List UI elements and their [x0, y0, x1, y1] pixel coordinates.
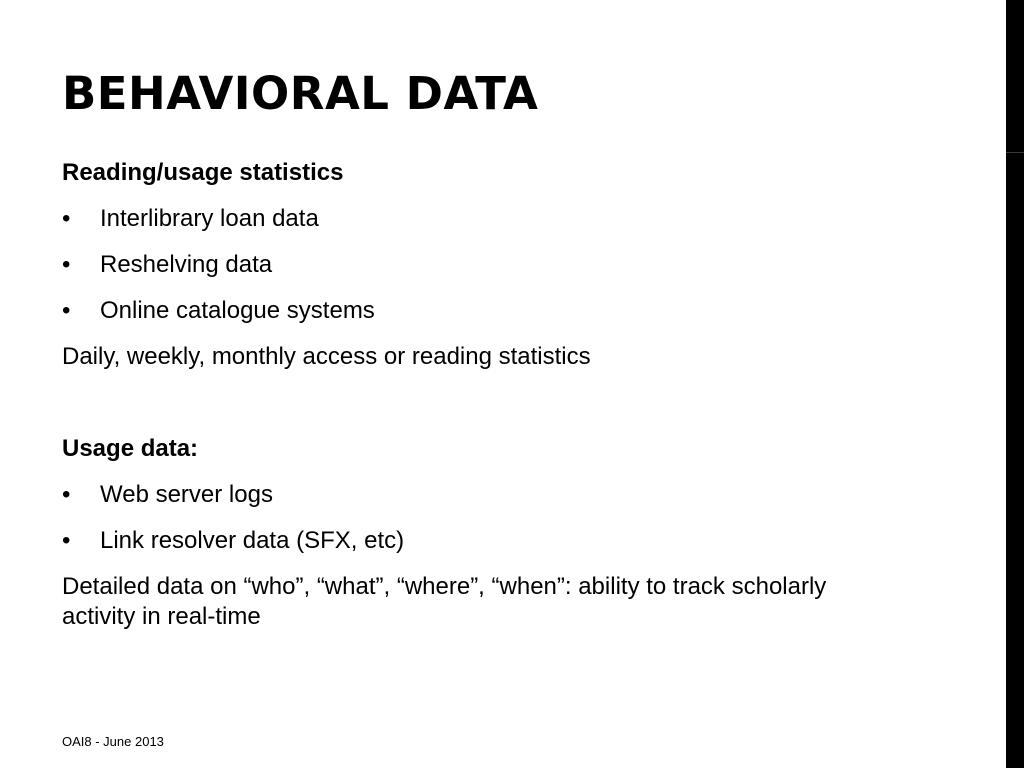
bullet-dot-icon: •	[62, 527, 71, 554]
bullet-item	[62, 296, 962, 342]
right-accent-bar	[1006, 0, 1024, 768]
bullet-dot-icon: •	[62, 251, 71, 278]
bullet-item	[62, 526, 962, 572]
section-note-reading-stats: Daily, weekly, monthly access or reading statistics	[62, 343, 591, 370]
slide-title: BEHAVIORAL DATA	[62, 67, 539, 120]
bullet-dot-icon: •	[62, 297, 71, 324]
slide-footer: OAI8 - June 2013	[62, 734, 164, 749]
bullet-text: Interlibrary loan data	[100, 205, 319, 232]
bullet-text: Reshelving data	[100, 251, 273, 278]
bullet-item	[62, 204, 962, 250]
section-heading-usage-data: Usage data:	[62, 435, 199, 462]
bullet-item	[62, 250, 962, 296]
bullet-text: Web server logs	[100, 481, 273, 508]
bullet-text: Link resolver data (SFX, etc)	[100, 527, 405, 554]
bullet-dot-icon: •	[62, 205, 71, 232]
section-note-usage-detail: Detailed data on “who”, “what”, “where”, “when”: ability to track scholarly activity in real-time	[62, 573, 827, 630]
slide-body	[62, 158, 962, 632]
bullet-item	[62, 480, 962, 526]
section-heading-reading-usage: Reading/usage statistics	[62, 159, 344, 186]
accent-bar-divider	[1006, 152, 1024, 153]
spacer	[62, 388, 962, 434]
bullet-text: Online catalogue systems	[100, 297, 375, 324]
bullet-dot-icon: •	[62, 481, 71, 508]
